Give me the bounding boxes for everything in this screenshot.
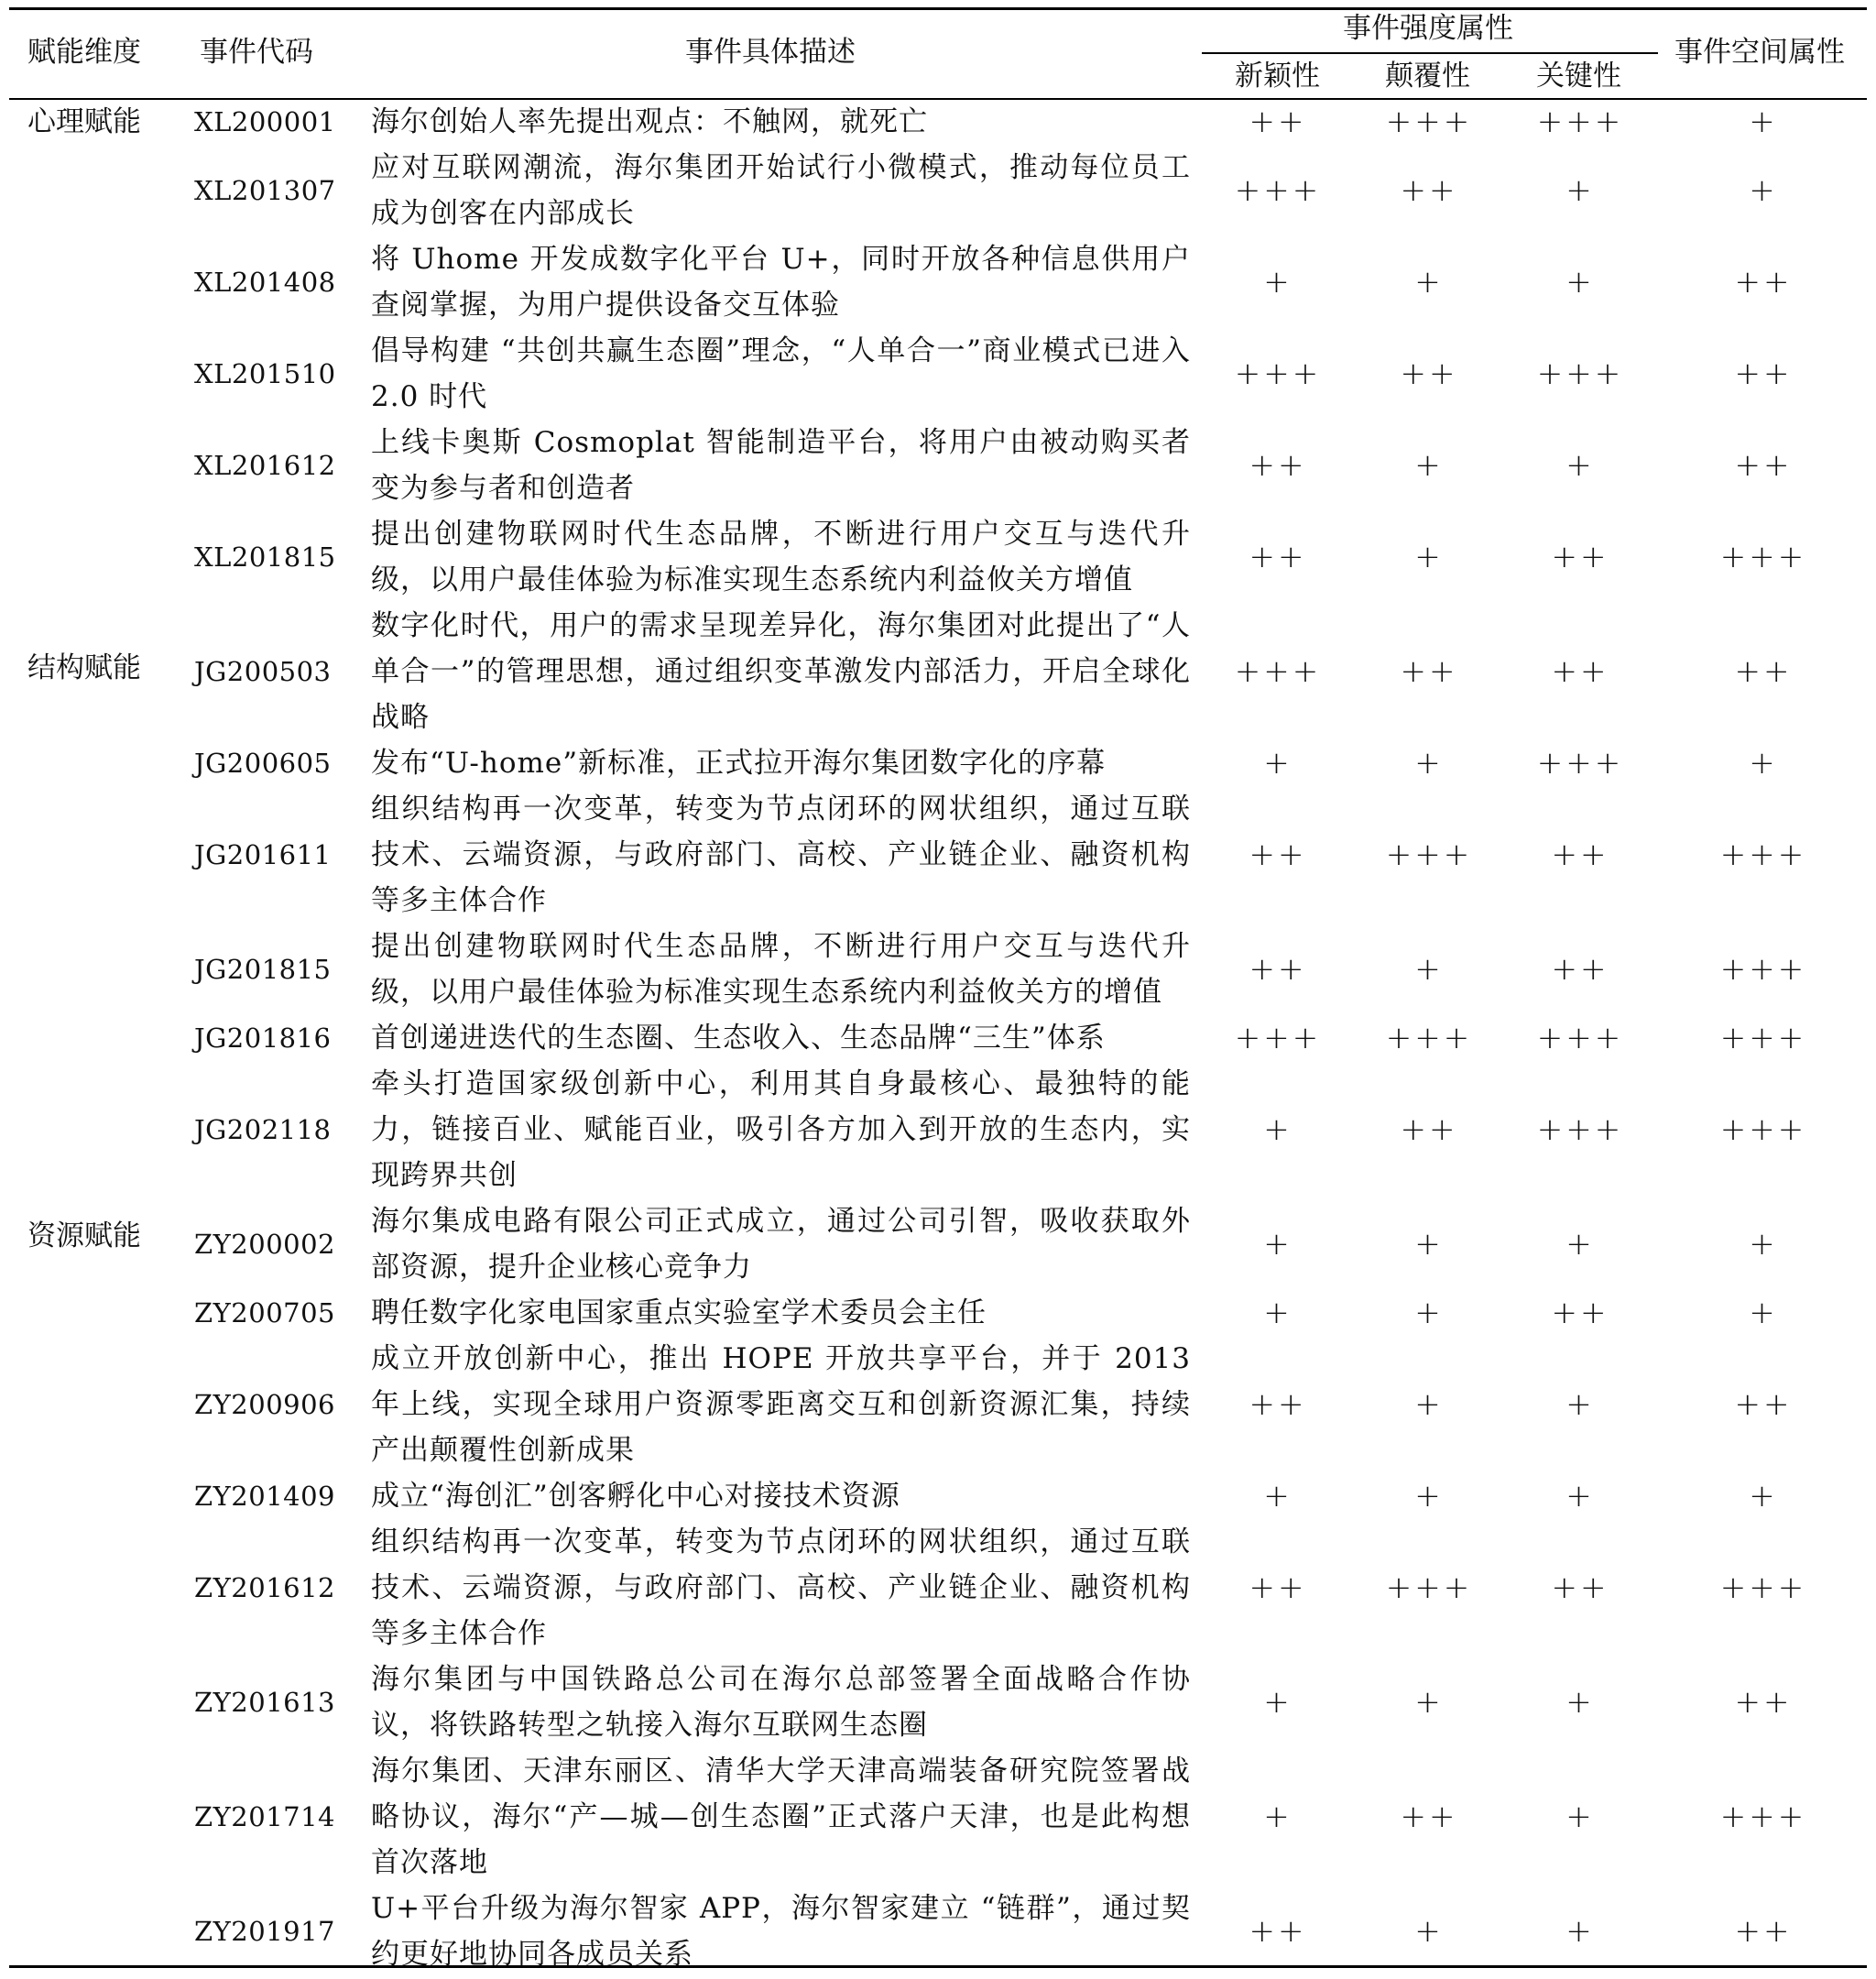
event-description: U+平台升级为海尔智家 APP，海尔智家建立 “链群”，通过契约更好地协同各成员关系	[371, 1892, 1191, 1971]
event-code: ZY200705	[194, 1297, 335, 1328]
criticality-mark: +	[1565, 1386, 1595, 1423]
criticality-mark: ++	[1551, 1569, 1609, 1606]
header-disruptiveness: 颠覆性	[1385, 60, 1470, 93]
event-description: 组织结构再一次变革，转变为节点闭环的网状组织，通过互联技术、云端资源，与政府部门、高校、产业链企业、融资机构等多主体合作	[371, 793, 1191, 917]
header-criticality: 关键性	[1536, 60, 1621, 93]
novelty-mark: ++	[1249, 951, 1307, 988]
disruptiveness-mark: +	[1414, 951, 1444, 988]
novelty-mark: +	[1263, 1226, 1292, 1263]
spatial-mark: +	[1749, 1478, 1778, 1514]
disruptiveness-mark: +++	[1385, 1569, 1473, 1606]
novelty-mark: ++	[1249, 1386, 1307, 1423]
event-code: XL201612	[194, 450, 336, 481]
event-code: JG200605	[194, 748, 332, 779]
header-intensity-group: 事件强度属性	[1343, 12, 1513, 45]
criticality-mark: +++	[1536, 104, 1624, 140]
criticality-mark: ++	[1551, 1295, 1609, 1331]
event-description: 海尔创始人率先提出观点：不触网，就死亡	[371, 105, 928, 138]
spatial-mark: +++	[1719, 1111, 1807, 1148]
disruptiveness-mark: +	[1414, 1684, 1444, 1721]
event-code: ZY200906	[194, 1389, 335, 1420]
event-code: ZY201714	[194, 1801, 335, 1832]
spatial-mark: ++	[1734, 1913, 1793, 1950]
criticality-mark: +++	[1536, 355, 1624, 392]
criticality-mark: +++	[1536, 1111, 1624, 1148]
disruptiveness-mark: ++	[1400, 1111, 1458, 1148]
novelty-mark: ++	[1249, 104, 1307, 140]
novelty-mark: +	[1263, 745, 1292, 782]
spatial-mark: +++	[1719, 1799, 1807, 1835]
criticality-mark: +++	[1536, 745, 1624, 782]
event-code: XL201815	[194, 541, 336, 573]
novelty-mark: +	[1263, 1111, 1292, 1148]
spatial-mark: +++	[1719, 1569, 1807, 1606]
disruptiveness-mark: +	[1414, 1913, 1444, 1950]
novelty-mark: ++	[1249, 836, 1307, 873]
event-code: ZY201612	[194, 1572, 335, 1603]
novelty-mark: +	[1263, 1478, 1292, 1514]
event-description: 聘任数字化家电国家重点实验室学术委员会主任	[371, 1296, 987, 1329]
event-description: 成立“海创汇”创客孵化中心对接技术资源	[371, 1480, 900, 1513]
header-description: 事件具体描述	[685, 36, 856, 69]
disruptiveness-mark: +++	[1385, 1020, 1473, 1056]
event-code: ZY201917	[194, 1916, 335, 1947]
event-description: 应对互联网潮流，海尔集团开始试行小微模式，推动每位员工成为创客在内部成长	[371, 151, 1191, 230]
disruptiveness-mark: +	[1414, 745, 1444, 782]
novelty-mark: +	[1263, 264, 1292, 301]
event-code: ZY201613	[194, 1687, 335, 1718]
criticality-mark: ++	[1551, 653, 1609, 690]
event-code: XL201307	[194, 175, 336, 206]
event-code: XL200001	[194, 106, 336, 137]
novelty-mark: +++	[1234, 172, 1322, 209]
disruptiveness-mark: +	[1414, 1295, 1444, 1331]
event-code: XL201408	[194, 267, 336, 298]
spatial-mark: ++	[1734, 653, 1793, 690]
criticality-mark: ++	[1551, 836, 1609, 873]
novelty-mark: ++	[1249, 1913, 1307, 1950]
event-code: XL201510	[194, 358, 336, 389]
criticality-mark: +	[1565, 1226, 1595, 1263]
novelty-mark: ++	[1249, 1569, 1307, 1606]
header-code: 事件代码	[200, 36, 313, 69]
top-rule	[9, 7, 1867, 10]
dimension-struct: 结构赋能	[27, 651, 141, 684]
spatial-mark: +++	[1719, 1020, 1807, 1056]
disruptiveness-mark: +	[1414, 1386, 1444, 1423]
event-code: JG200503	[194, 656, 332, 687]
header-dimension: 赋能维度	[27, 36, 141, 69]
criticality-mark: ++	[1551, 951, 1609, 988]
novelty-mark: ++	[1249, 447, 1307, 484]
novelty-mark: +	[1263, 1295, 1292, 1331]
dimension-resource: 资源赋能	[27, 1219, 141, 1252]
event-description: 牵头打造国家级创新中心，利用其自身最核心、最独特的能力，链接百业、赋能百业，吸引各方加入到开放的生态内，实现跨界共创	[371, 1067, 1191, 1192]
event-code: ZY201409	[194, 1481, 335, 1512]
spatial-mark: +	[1749, 172, 1778, 209]
spatial-mark: +	[1749, 104, 1778, 140]
event-description: 提出创建物联网时代生态品牌，不断进行用户交互与迭代升级，以用户最佳体验为标准实现生态系统内利益攸关方的增值	[371, 930, 1191, 1009]
event-code: JG202118	[194, 1114, 332, 1145]
novelty-mark: ++	[1249, 539, 1307, 575]
spatial-mark: ++	[1734, 1386, 1793, 1423]
spatial-mark: ++	[1734, 1684, 1793, 1721]
disruptiveness-mark: +	[1414, 264, 1444, 301]
disruptiveness-mark: +	[1414, 1478, 1444, 1514]
criticality-mark: +	[1565, 1478, 1595, 1514]
criticality-mark: +	[1565, 447, 1595, 484]
disruptiveness-mark: ++	[1400, 355, 1458, 392]
event-description: 成立开放创新中心，推出 HOPE 开放共享平台，并于 2013 年上线，实现全球用户资源零距离交互和创新资源汇集，持续产出颠覆性创新成果	[371, 1342, 1191, 1467]
spatial-mark: ++	[1734, 447, 1793, 484]
event-code: JG201815	[194, 954, 332, 985]
event-description: 将 Uhome 开发成数字化平台 U+，同时开放各种信息供用户查阅掌握，为用户提供设备交互体验	[371, 243, 1191, 322]
event-description: 海尔集成电路有限公司正式成立，通过公司引智，吸收获取外部资源，提升企业核心竞争力	[371, 1205, 1191, 1284]
event-code: JG201611	[194, 839, 332, 870]
disruptiveness-mark: +	[1414, 539, 1444, 575]
spatial-mark: +++	[1719, 836, 1807, 873]
spatial-mark: +	[1749, 745, 1778, 782]
novelty-mark: +++	[1234, 355, 1322, 392]
disruptiveness-mark: +++	[1385, 104, 1473, 140]
spatial-mark: ++	[1734, 264, 1793, 301]
event-description: 海尔集团、天津东丽区、清华大学天津高端装备研究院签署战略协议，海尔“产—城—创生态圈”正式落户天津，也是此构想首次落地	[371, 1755, 1191, 1879]
disruptiveness-mark: ++	[1400, 1799, 1458, 1835]
event-description: 倡导构建 “共创共赢生态圈”理念，“人单合一”商业模式已进入 2.0 时代	[371, 334, 1191, 413]
spatial-mark: ++	[1734, 355, 1793, 392]
criticality-mark: +	[1565, 172, 1595, 209]
event-code: JG201816	[194, 1022, 332, 1054]
event-description: 发布“U-home”新标准，正式拉开海尔集团数字化的序幕	[371, 747, 1107, 780]
disruptiveness-mark: +	[1414, 447, 1444, 484]
event-description: 提出创建物联网时代生态品牌，不断进行用户交互与迭代升级，以用户最佳体验为标准实现生态系统内利益攸关方增值	[371, 518, 1191, 596]
event-description: 海尔集团与中国铁路总公司在海尔总部签署全面战略合作协议，将铁路转型之轨接入海尔互联网生态圈	[371, 1663, 1191, 1742]
header-novelty: 新颖性	[1235, 60, 1320, 93]
disruptiveness-mark: +	[1414, 1226, 1444, 1263]
event-description: 数字化时代，用户的需求呈现差异化，海尔集团对此提出了“人单合一”的管理思想，通过组织变革激发内部活力，开启全球化战略	[371, 609, 1191, 734]
criticality-mark: +++	[1536, 1020, 1624, 1056]
event-code: ZY200002	[194, 1229, 335, 1260]
spatial-mark: +	[1749, 1226, 1778, 1263]
disruptiveness-mark: ++	[1400, 172, 1458, 209]
criticality-mark: +	[1565, 264, 1595, 301]
event-description: 组织结构再一次变革，转变为节点闭环的网状组织，通过互联技术、云端资源，与政府部门、高校、产业链企业、融资机构等多主体合作	[371, 1525, 1191, 1650]
event-description: 上线卡奥斯 Cosmoplat 智能制造平台，将用户由被动购买者变为参与者和创造者	[371, 426, 1191, 505]
criticality-mark: ++	[1551, 539, 1609, 575]
criticality-mark: +	[1565, 1684, 1595, 1721]
novelty-mark: +++	[1234, 653, 1322, 690]
intensity-group-rule	[1202, 52, 1658, 54]
novelty-mark: +	[1263, 1684, 1292, 1721]
criticality-mark: +	[1565, 1799, 1595, 1835]
event-description: 首创递进迭代的生态圈、生态收入、生态品牌“三生”体系	[371, 1022, 1106, 1055]
spatial-mark: +++	[1719, 951, 1807, 988]
disruptiveness-mark: ++	[1400, 653, 1458, 690]
spatial-mark: +++	[1719, 539, 1807, 575]
novelty-mark: +	[1263, 1799, 1292, 1835]
novelty-mark: +++	[1234, 1020, 1322, 1056]
header-spatial: 事件空间属性	[1674, 36, 1845, 69]
criticality-mark: +	[1565, 1913, 1595, 1950]
spatial-mark: +	[1749, 1295, 1778, 1331]
disruptiveness-mark: +++	[1385, 836, 1473, 873]
dimension-psych: 心理赋能	[27, 105, 141, 138]
